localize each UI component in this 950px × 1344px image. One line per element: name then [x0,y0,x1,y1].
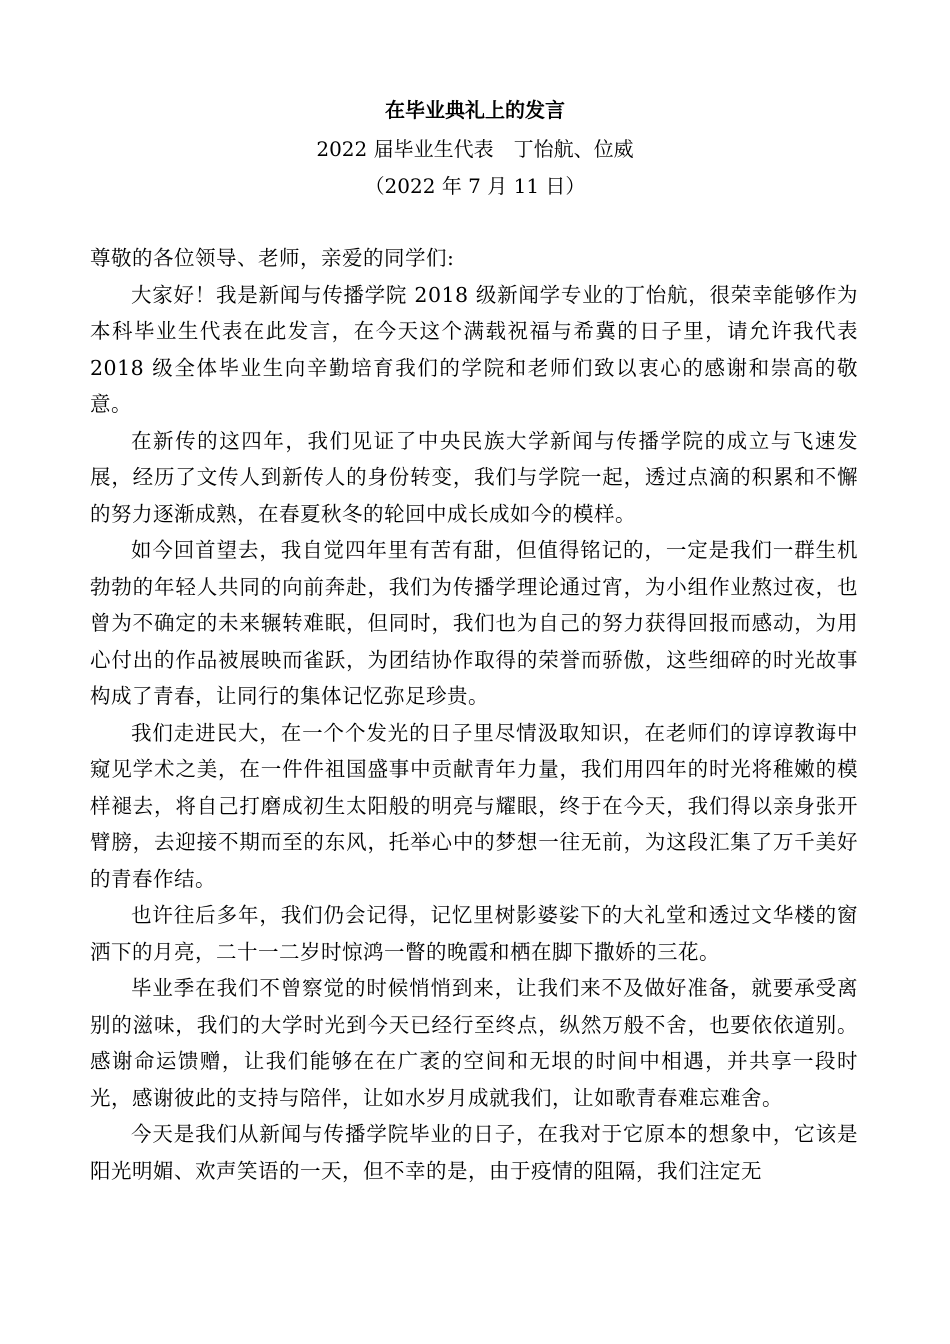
document-subtitle: 2022 届毕业生代表 丁怡航、位威 [316,137,634,161]
document-title: 在毕业典礼上的发言 [385,98,565,122]
paragraph: 毕业季在我们不曾察觉的时候悄悄到来，让我们来不及做好准备，就要承受离别的滋味，我们的大学时光到今天已经行至终点，纵然万般不舍，也要依依道别。感谢命运馈赠，让我们能够在在广袤的空间和无垠的时间中相遇，并共享一段时光，感谢彼此的支持与陪伴，让如水岁月成就我们，让如歌青春难忘难舍。 [90,976,858,1110]
paragraph: 如今回首望去，我自觉四年里有苦有甜，但值得铭记的，一定是我们一群生机勃勃的年轻人共同的向前奔赴，我们为传播学理论通过宵，为小组作业熬过夜，也曾为不确定的未来辗转难眠，但同时，我们也为自己的努力获得回报而感动，为用心付出的作品被展映而雀跃，为团结协作取得的荣誉而骄傲，这些细碎的时光故事构成了青春，让同行的集体记忆弥足珍贵。 [90,538,858,708]
paragraph: 也许往后多年，我们仍会记得，记忆里树影婆娑下的大礼堂和透过文华楼的窗洒下的月亮，二十一二岁时惊鸿一瞥的晚霞和栖在脚下撒娇的三花。 [90,903,858,964]
document-body [90,240,858,1189]
salutation: 尊敬的各位领导、老师，亲爱的同学们: [90,246,455,270]
paragraph: 我们走进民大，在一个个发光的日子里尽情汲取知识，在老师们的谆谆教诲中窥见学术之美，在一件件祖国盛事中贡献青年力量，我们用四年的时光将稚嫩的模样褪去，将自己打磨成初生太阳般的明亮与耀眼，终于在今天，我们得以亲身张开臂膀，去迎接不期而至的东风，托举心中的梦想一往无前，为这段汇集了万千美好的青春作结。 [90,720,858,891]
document-date: （2022 年 7 月 11 日） [364,174,586,198]
paragraph: 在新传的这四年，我们见证了中央民族大学新闻与传播学院的成立与飞速发展，经历了文传人到新传人的身份转变，我们与学院一起，透过点滴的积累和不懈的努力逐渐成熟，在春夏秋冬的轮回中成长成如今的模样。 [90,428,858,526]
paragraph: 今天是我们从新闻与传播学院毕业的日子，在我对于它原本的想象中，它该是阳光明媚、欢声笑语的一天，但不幸的是，由于疫情的阻隔，我们注定无 [90,1122,858,1183]
paragraph: 大家好！我是新闻与传播学院 2018 级新闻学专业的丁怡航，很荣幸能够作为本科毕业生代表在此发言，在今天这个满载祝福与希冀的日子里，请允许我代表 2018 级全体毕业生向辛勤培育我们的学院和老师们致以衷心的感谢和崇高的敬意。 [90,282,858,416]
